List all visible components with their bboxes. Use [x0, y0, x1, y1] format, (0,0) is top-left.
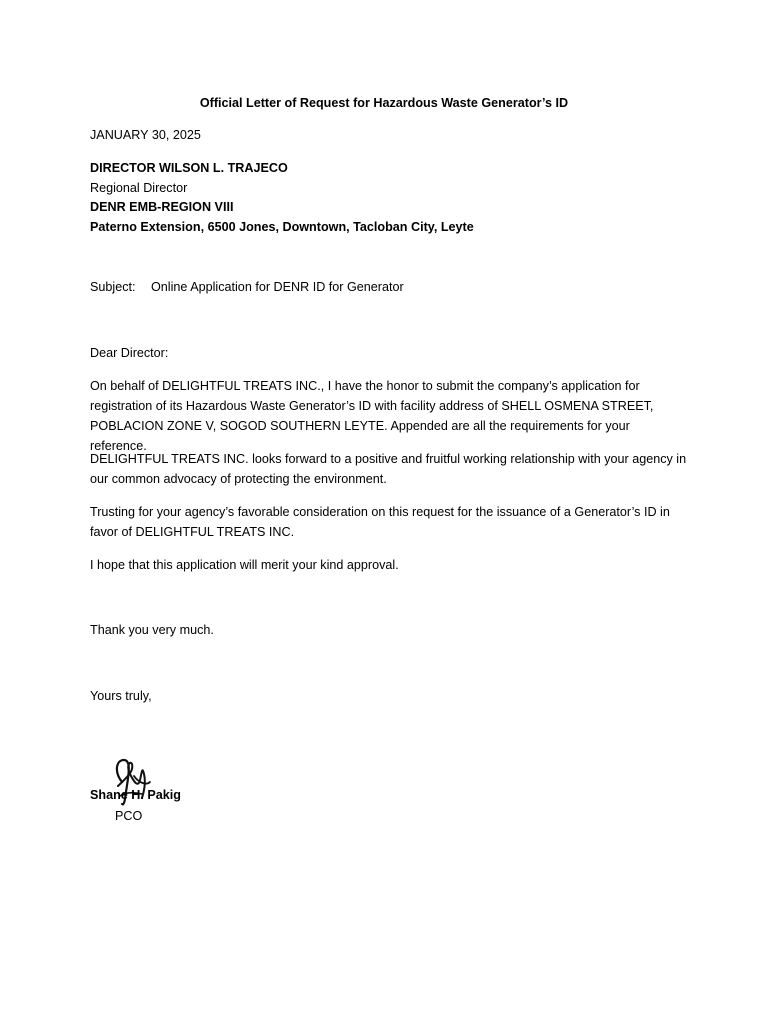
recipient-office: DENR EMB-REGION VIII — [90, 200, 234, 214]
body-paragraph: I hope that this application will merit your kind approval. — [90, 558, 399, 572]
subject-text: Online Application for DENR ID for Generator — [151, 280, 404, 294]
closing-line: Yours truly, — [90, 689, 152, 703]
recipient-position: Regional Director — [90, 181, 188, 195]
recipient-name: DIRECTOR WILSON L. TRAJECO — [90, 161, 288, 175]
letter-date: JANUARY 30, 2025 — [90, 128, 201, 142]
body-paragraph: Trusting for your agency’s favorable consideration on this request for the issuance of a Generator’s ID in favor of DELIGHTFUL TREATS INC. — [90, 505, 670, 539]
signatory-name: Shane H. Pakig — [90, 788, 181, 802]
subject-label: Subject: — [90, 280, 136, 294]
salutation: Dear Director: — [90, 346, 169, 360]
signatory-position: PCO — [115, 809, 143, 823]
thanks-line: Thank you very much. — [90, 623, 214, 637]
body-paragraph: DELIGHTFUL TREATS INC. looks forward to a positive and fruitful working relationship with your agency in our common advocacy of protecting the environment. — [90, 452, 687, 486]
letter-title: Official Letter of Request for Hazardous Waste Generator’s ID — [199, 96, 569, 110]
recipient-address: Paterno Extension, 6500 Jones, Downtown, Tacloban City, Leyte — [90, 220, 474, 234]
body-paragraph: On behalf of DELIGHTFUL TREATS INC., I have the honor to submit the company’s application for registration of its Hazardous Waste Generator’s ID with facility address of SHELL OSMENA STREET, POBLACION ZONE V, SOGOD SOUTHERN LEYTE. Appended are all the requirements for your reference. — [90, 379, 654, 453]
